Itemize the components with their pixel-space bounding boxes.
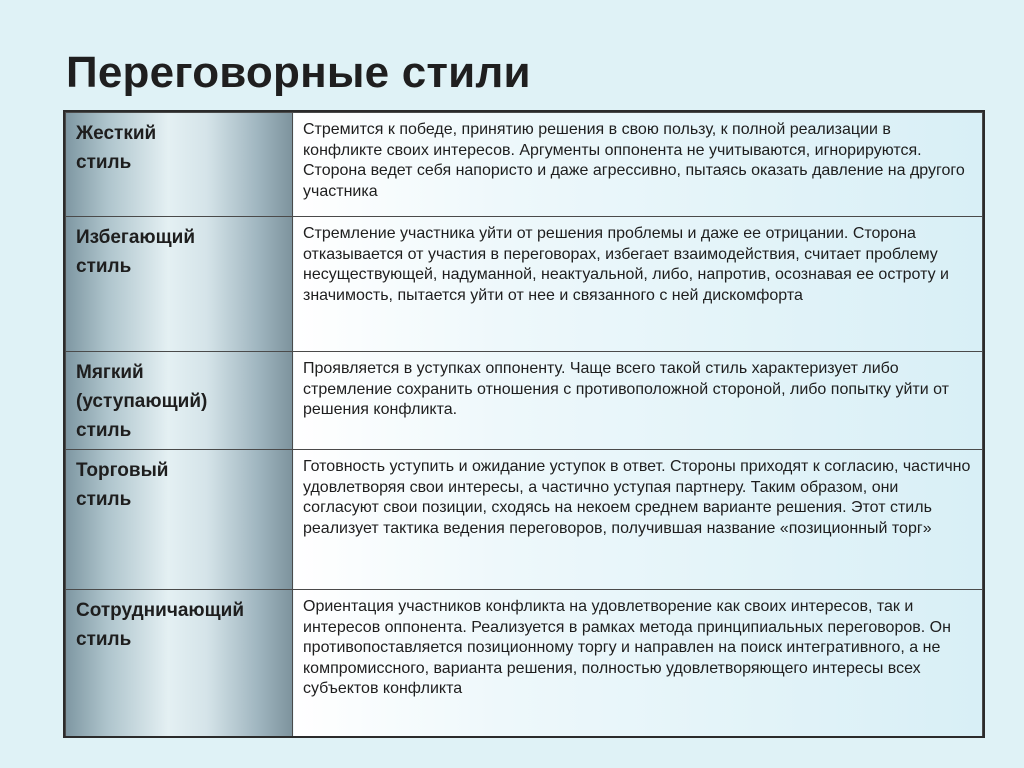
table-row: [66, 113, 983, 217]
style-name: Избегающий стиль: [76, 227, 196, 277]
table-row: [66, 590, 983, 738]
style-name: Мягкий (уступающий) стиль: [76, 362, 208, 441]
style-name: Сотрудничающий стиль: [76, 600, 245, 650]
style-name-cell: [66, 590, 293, 738]
style-name-cell: [66, 113, 293, 217]
table-row: [66, 450, 983, 590]
style-name-cell: [66, 217, 293, 352]
page-title: Переговорные стили: [66, 48, 531, 97]
style-description: Проявляется в уступках оппоненту. Чаще всего такой стиль характеризует либо стремление сохранить отношения с противоположной стороной, либо попытку уйти от решения конфликта.: [293, 352, 983, 450]
style-name-cell: [66, 352, 293, 450]
styles-table-grid: [65, 112, 983, 738]
style-name: Торговый стиль: [76, 460, 169, 510]
style-description: Готовность уступить и ожидание уступок в ответ. Стороны приходят к согласию, частично удовлетворяя свои интересы, а частично уступая партнеру. Таким образом, они согласуют свои позиции, сходясь на некоем среднем варианте решения. Этот стиль реализует тактика ведения переговоров, получившая название «позиционный торг»: [293, 450, 983, 590]
style-name: Жесткий стиль: [76, 123, 157, 173]
table-row: [66, 217, 983, 352]
styles-table: [63, 110, 985, 738]
style-description: Ориентация участников конфликта на удовлетворение как своих интересов, так и интересов оппонента. Реализуется в рамках метода принципиальных переговоров. Он противопоставляется позиционному торгу и направлен на поиск интегративного, а не компромиссного, варианта решения, полностью удовлетворяющего интересы всех субъектов конфликта: [293, 590, 983, 738]
style-description: Стремится к победе, принятию решения в свою пользу, к полной реализации в конфликте своих интересов. Аргументы оппонента не учитываются, игнорируются. Сторона ведет себя напористо и даже агрессивно, пытаясь оказать давление на другого участника: [293, 113, 983, 217]
style-name-cell: [66, 450, 293, 590]
table-row: [66, 352, 983, 450]
style-description: Стремление участника уйти от решения проблемы и даже ее отрицании. Сторона отказывается от участия в переговорах, избегает взаимодействия, считает проблему несуществующей, надуманной, неактуальной, либо, напротив, осознавая ее остроту и значимость, пытается уйти от нее и связанного с ней дискомфорта: [293, 217, 983, 352]
